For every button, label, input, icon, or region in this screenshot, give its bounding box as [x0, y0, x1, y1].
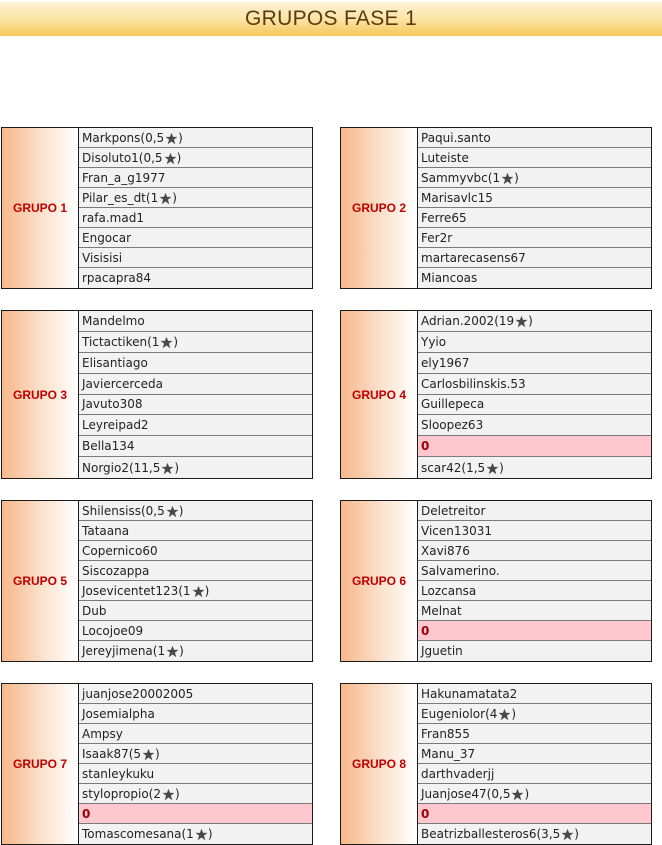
player-row: [418, 415, 651, 436]
group-label-cell: [1, 127, 78, 289]
player-name: Luteiste: [421, 150, 469, 165]
player-name: 0: [421, 439, 430, 454]
player-row: [79, 353, 312, 374]
player-row: [418, 311, 651, 332]
player-row: [418, 374, 651, 395]
player-name: Jguetin: [421, 644, 463, 658]
player-name-suffix: ): [204, 583, 210, 598]
group-label: GRUPO 3: [12, 387, 67, 402]
player-name: Tataana: [82, 523, 130, 538]
group-table-5: [1, 500, 313, 662]
player-row: [79, 168, 312, 188]
player-row: [418, 501, 651, 521]
player-name-suffix: ): [178, 130, 183, 145]
player-name: stanleykuku: [82, 766, 155, 781]
player-name: rpacapra84: [82, 271, 152, 285]
player-row: [79, 581, 312, 601]
player-list: [78, 127, 313, 289]
player-name: juanjose20002005: [82, 686, 194, 701]
player-name: Markpons(0,5: [82, 130, 165, 145]
player-list: [417, 683, 652, 845]
player-row: [418, 332, 651, 353]
player-name: Eugeniolor(4: [421, 706, 498, 721]
star-icon: [162, 788, 175, 801]
player-row: [418, 684, 651, 704]
player-name-suffix: ): [176, 150, 182, 165]
player-row: [418, 824, 651, 844]
player-row: [418, 395, 651, 416]
player-name: Deletreitor: [421, 503, 486, 518]
star-icon: [159, 192, 172, 205]
player-name-suffix: ): [528, 313, 533, 328]
player-name: Engocar: [82, 230, 132, 245]
star-icon: [515, 315, 528, 328]
player-name: Juanjose47(0,5: [421, 786, 511, 801]
player-row: [79, 601, 312, 621]
empty-slot-row: [79, 804, 312, 824]
player-row: [79, 148, 312, 168]
player-name-suffix: ): [155, 746, 160, 761]
player-row: [79, 541, 312, 561]
player-name: ely1967: [421, 355, 470, 370]
player-name-suffix: ): [173, 334, 179, 349]
player-name: Guillepeca: [421, 397, 485, 412]
player-name-suffix: ): [574, 827, 579, 841]
group-label-cell: [1, 310, 78, 479]
player-row: [418, 128, 651, 148]
group-label-cell: [1, 683, 78, 845]
player-row: [79, 641, 312, 661]
player-row: [79, 228, 312, 248]
player-row: [418, 704, 651, 724]
star-icon: [501, 172, 514, 185]
player-name-suffix: ): [514, 170, 519, 185]
player-row: [79, 128, 312, 148]
player-name: Tomascomesana(1: [82, 827, 194, 841]
player-name: Beatrizballesteros6(3,5: [421, 827, 561, 841]
player-name: Disoluto1(0,5: [82, 150, 163, 165]
player-name: Paqui.santo: [421, 130, 491, 145]
empty-slot-row: [418, 436, 651, 457]
player-row: [79, 784, 312, 804]
star-icon: [486, 462, 499, 475]
group-label: GRUPO 6: [351, 574, 406, 588]
player-name-suffix: ): [172, 190, 177, 205]
player-name: 0: [82, 806, 91, 821]
player-name: Elisantiago: [82, 355, 148, 370]
player-row: [418, 268, 651, 288]
player-name: Josevicentet123(1: [82, 583, 191, 598]
group-label: GRUPO 5: [12, 574, 67, 588]
player-name: stylopropio(2: [82, 786, 161, 801]
player-name: 0: [421, 623, 430, 638]
group-label: GRUPO 2: [351, 201, 406, 215]
player-name: Javuto308: [82, 397, 143, 412]
player-name: Jereyjimena(1: [82, 644, 166, 658]
star-icon: [161, 462, 174, 475]
player-row: [79, 248, 312, 268]
group-table-8: [340, 683, 652, 845]
player-row: [418, 457, 651, 478]
star-icon: [561, 828, 574, 841]
player-row: [79, 824, 312, 844]
player-list: [78, 500, 313, 662]
group-table-1: [1, 127, 313, 289]
player-name: Lozcansa: [421, 583, 477, 598]
player-name: Locojoe09: [82, 623, 144, 638]
player-row: [418, 581, 651, 601]
player-name: Dub: [82, 603, 107, 618]
player-row: [418, 744, 651, 764]
player-name-suffix: ): [499, 460, 504, 475]
player-row: [79, 521, 312, 541]
player-row: [418, 541, 651, 561]
player-row: [79, 332, 312, 353]
player-name: Mandelmo: [82, 313, 145, 328]
title-bar: [0, 2, 662, 36]
group-label-cell: [340, 127, 417, 289]
player-name: Xavi876: [421, 543, 470, 558]
star-icon: [142, 748, 155, 761]
player-name: Salvamerino.: [421, 563, 500, 578]
player-name: Miancoas: [421, 271, 478, 285]
player-row: [418, 148, 651, 168]
player-name: Tictactiken(1: [82, 334, 160, 349]
player-name-suffix: ): [178, 503, 184, 518]
group-table-3: [1, 310, 313, 479]
player-row: [79, 311, 312, 332]
star-icon: [195, 828, 208, 841]
star-icon: [511, 788, 524, 801]
player-row: [79, 188, 312, 208]
player-name: Adrian.2002(19: [421, 313, 515, 328]
star-icon: [166, 505, 179, 518]
player-row: [418, 228, 651, 248]
player-row: [418, 168, 651, 188]
player-name: Manu_37: [421, 746, 476, 761]
group-label: GRUPO 8: [351, 757, 406, 771]
player-name: Bella134: [82, 439, 135, 454]
player-name: Fran_a_g1977: [82, 170, 166, 185]
player-name: Ferre65: [421, 210, 467, 225]
player-row: [79, 374, 312, 395]
player-name: darthvaderjj: [421, 766, 495, 781]
player-name: martarecasens67: [421, 250, 526, 265]
player-list: [417, 500, 652, 662]
player-row: [79, 436, 312, 457]
player-list: [417, 127, 652, 289]
player-name: Leyreipad2: [82, 418, 149, 433]
player-row: [79, 457, 312, 478]
player-list: [417, 310, 652, 479]
group-label-cell: [340, 500, 417, 662]
group-label-cell: [340, 683, 417, 845]
player-name: Hakunamatata2: [421, 686, 518, 701]
group-label: GRUPO 4: [351, 387, 406, 402]
player-name: Siscozappa: [82, 563, 150, 578]
page-title: GRUPOS FASE 1: [245, 7, 417, 30]
star-icon: [166, 645, 179, 658]
group-table-4: [340, 310, 652, 479]
player-row: [418, 784, 651, 804]
player-name: rafa.mad1: [82, 210, 144, 225]
star-icon: [165, 132, 178, 145]
star-icon: [192, 585, 205, 598]
player-row: [79, 704, 312, 724]
player-row: [418, 208, 651, 228]
player-row: [418, 188, 651, 208]
player-row: [79, 744, 312, 764]
player-row: [418, 353, 651, 374]
player-row: [418, 521, 651, 541]
star-icon: [164, 152, 177, 165]
group-table-2: [340, 127, 652, 289]
group-table-7: [1, 683, 313, 845]
player-name-suffix: ): [179, 644, 184, 658]
group-label: GRUPO 7: [12, 757, 67, 771]
player-name-suffix: ): [174, 786, 180, 801]
star-icon: [498, 708, 511, 721]
player-name: Carlosbilinskis.53: [421, 376, 526, 391]
player-row: [418, 641, 651, 661]
player-row: [79, 764, 312, 784]
player-row: [79, 501, 312, 521]
player-name: Fer2r: [421, 230, 453, 245]
player-list: [78, 310, 313, 479]
player-name: Isaak87(5: [82, 746, 142, 761]
player-name: Vicen13031: [421, 523, 493, 538]
player-name: Melnat: [421, 603, 462, 618]
group-label-cell: [1, 500, 78, 662]
player-name: Marisavlc15: [421, 190, 493, 205]
player-name-suffix: ): [524, 786, 530, 801]
player-row: [79, 395, 312, 416]
group-label-cell: [340, 310, 417, 479]
player-name: scar42(1,5: [421, 460, 486, 475]
player-name: Ampsy: [82, 726, 123, 741]
player-name-suffix: ): [174, 460, 180, 475]
player-row: [418, 561, 651, 581]
star-icon: [160, 336, 173, 349]
player-name: Sammyvbc(1: [421, 170, 501, 185]
player-row: [79, 724, 312, 744]
empty-slot-row: [418, 804, 651, 824]
player-name: Shilensiss(0,5: [82, 503, 165, 518]
empty-slot-row: [418, 621, 651, 641]
player-name: Javiercerceda: [82, 376, 163, 391]
player-row: [418, 248, 651, 268]
player-row: [418, 724, 651, 744]
group-table-6: [340, 500, 652, 662]
player-name-suffix: ): [207, 827, 213, 841]
player-name: Norgio2(11,5: [82, 460, 161, 475]
player-name: Josemialpha: [82, 706, 155, 721]
player-row: [79, 684, 312, 704]
player-name-suffix: ): [511, 706, 517, 721]
player-name: Fran855: [421, 726, 470, 741]
player-name: Copernico60: [82, 543, 158, 558]
player-row: [79, 208, 312, 228]
player-list: [78, 683, 313, 845]
player-row: [79, 415, 312, 436]
player-name: Visisisi: [82, 250, 123, 265]
player-row: [418, 764, 651, 784]
player-name: Yyio: [421, 334, 447, 349]
player-row: [418, 601, 651, 621]
group-label: GRUPO 1: [12, 201, 67, 215]
player-row: [79, 621, 312, 641]
player-name: Sloopez63: [421, 418, 484, 433]
player-name: 0: [421, 806, 430, 821]
player-row: [79, 561, 312, 581]
player-row: [79, 268, 312, 288]
player-name: Pilar_es_dt(1: [82, 190, 159, 205]
